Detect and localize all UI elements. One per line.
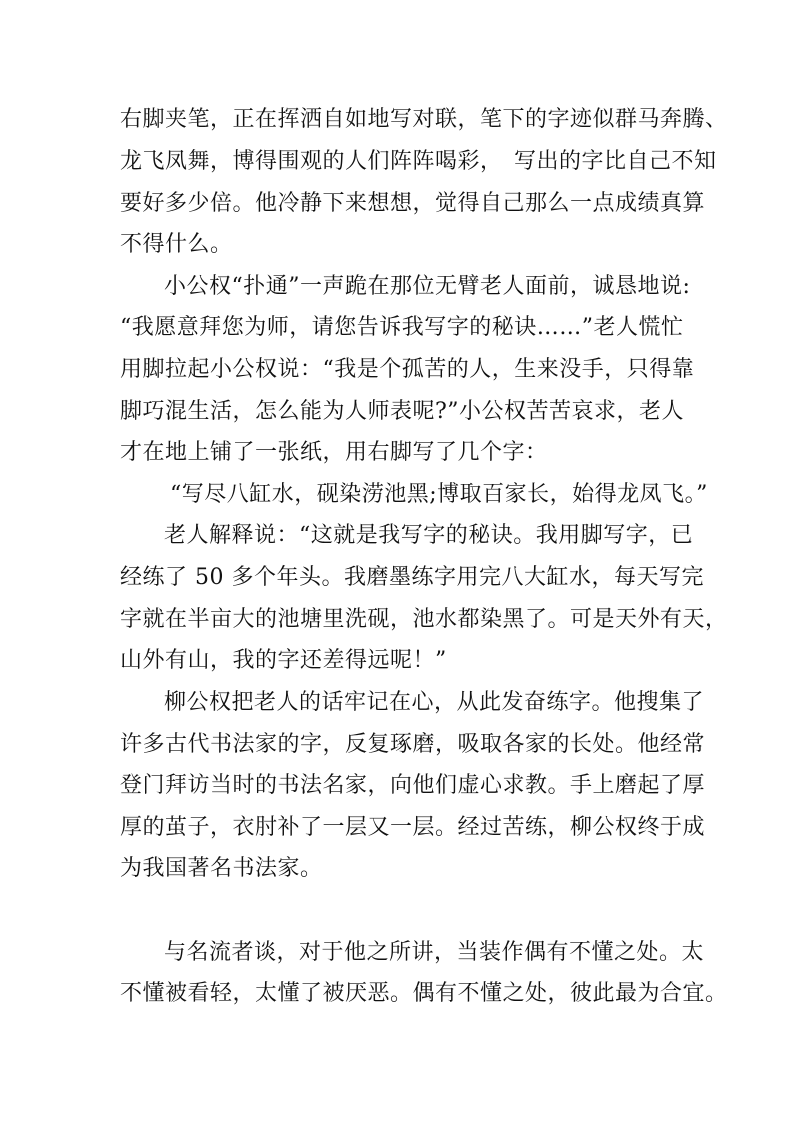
text-line: 才在地上铺了一张纸，用右脚写了几个字： bbox=[120, 440, 548, 465]
text-line: 不得什么。 bbox=[120, 232, 233, 257]
text-line: 字就在半亩大的池塘里洗砚，池水都染黑了。可是天外有天， bbox=[120, 607, 728, 632]
text-line: 用脚拉起小公权说：“我是个孤苦的人，生来没手，只得靠 bbox=[120, 357, 695, 382]
text-line: “我愿意拜您为师，请您告诉我写字的秘诀……”老人慌忙 bbox=[120, 315, 684, 340]
text-line: 与名流者谈，对于他之所讲，当装作偶有不懂之处。太 bbox=[164, 940, 705, 965]
text-line: 要好多少倍。他冷静下来想想，觉得自己那么一点成绩真算 bbox=[120, 191, 706, 216]
text-line: 右脚夹笔，正在挥洒自如地写对联，笔下的字迹似群马奔腾、 bbox=[120, 107, 728, 132]
text-line: 为我国著名书法家。 bbox=[120, 856, 323, 881]
quote-line: “写尽八缸水，砚染涝池黑;博取百家长，始得龙凤飞。” bbox=[170, 482, 708, 507]
text-line: 厚的茧子，衣肘补了一层又一层。经过苦练，柳公权终于成 bbox=[120, 815, 706, 840]
text-line: 小公权“扑通”一声跪在那位无臂老人面前，诚恳地说: bbox=[164, 274, 691, 299]
text-line: 经练了 50 多个年头。我磨墨练字用完八大缸水，每天写完 bbox=[120, 565, 704, 590]
text-line: 许多古代书法家的字，反复琢磨，吸取各家的长处。他经常 bbox=[120, 732, 706, 757]
text-line: 龙飞凤舞，博得围观的人们阵阵喝彩， 写出的字比自己不知 bbox=[120, 149, 717, 174]
text-line: 山外有山，我的字还差得远呢！” bbox=[120, 648, 447, 673]
text-line: 登门拜访当时的书法名家，向他们虚心求教。手上磨起了厚 bbox=[120, 773, 706, 798]
text-line: 老人解释说：“这就是我写字的秘诀。我用脚写字，已 bbox=[164, 523, 694, 548]
text-line: 脚巧混生活，怎么能为人师表呢?”小公权苦苦哀求，老人 bbox=[120, 399, 685, 424]
text-line: 不懂被看轻，太懂了被厌恶。偶有不懂之处，彼此最为合宜。 bbox=[120, 981, 728, 1006]
text-line: 柳公权把老人的话牢记在心，从此发奋练字。他搜集了 bbox=[164, 690, 705, 715]
